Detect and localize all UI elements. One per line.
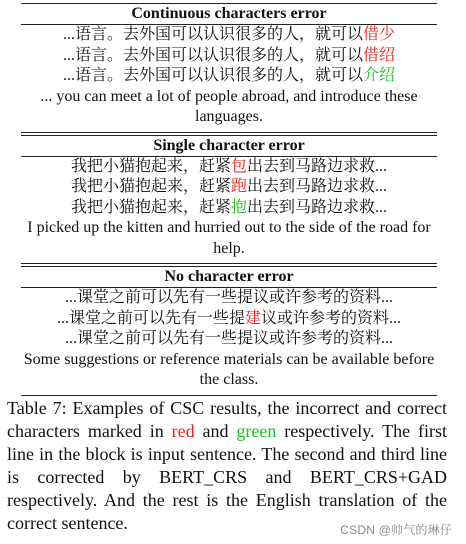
english-translation: ... you can meet a lot of people abroad, and introduce these languages. [40,87,418,125]
input-sentence: ...语言。去外国可以认识很多的人，就可以借少 [62,26,396,43]
table-block [21,4,437,128]
caption-red-word: red [171,421,195,441]
english-translation: I picked up the kitten and hurried out to the side of the road for help. [27,219,431,257]
input-sentence: ...课堂之前可以先有一些提议或许参考的资料... [64,289,394,306]
csdn-watermark: CSDN @帅气的琳仔 [340,523,452,537]
bert-crs-sentence: ...课堂之前可以先有一些提建议或许参考的资料... [56,309,402,327]
bert-crs-sentence: 我把小猫抱起来，赶紧跑出去到马路边求救... [70,178,388,195]
block-title: Single character error [153,136,305,154]
bert-crs-gad-sentence: ...语言。去外国可以认识很多的人，就可以介绍 [62,67,396,84]
table-bottom-rule [21,395,437,396]
table-block [21,136,437,260]
table-block [21,267,437,391]
block-title: Continuous characters error [131,5,327,22]
bert-crs-gad-sentence: 我把小猫抱起来，赶紧抱出去到马路边求救... [70,198,388,216]
input-sentence: 我把小猫抱起来，赶紧包出去到马路边求救... [70,157,388,175]
results-table [21,3,437,396]
table-caption: Table 7: Examples of CSC results, the incorrect and correct characters marked in red and green respectively. The first line in the block is input sentence. The second and third line is corrected by BERT_CRS and BERT_CRS+GAD respectively. And the rest is the English translation of the correct sentence. [7,398,447,533]
caption-green-word: green [236,421,277,441]
bert-crs-gad-sentence: ...课堂之前可以先有一些提议或许参考的资料... [64,330,394,347]
english-translation: Some suggestions or reference materials can be available before the class. [23,350,435,388]
bert-crs-sentence: ...语言。去外国可以认识很多的人，就可以借绍 [62,46,396,64]
block-title: No character error [164,268,294,285]
